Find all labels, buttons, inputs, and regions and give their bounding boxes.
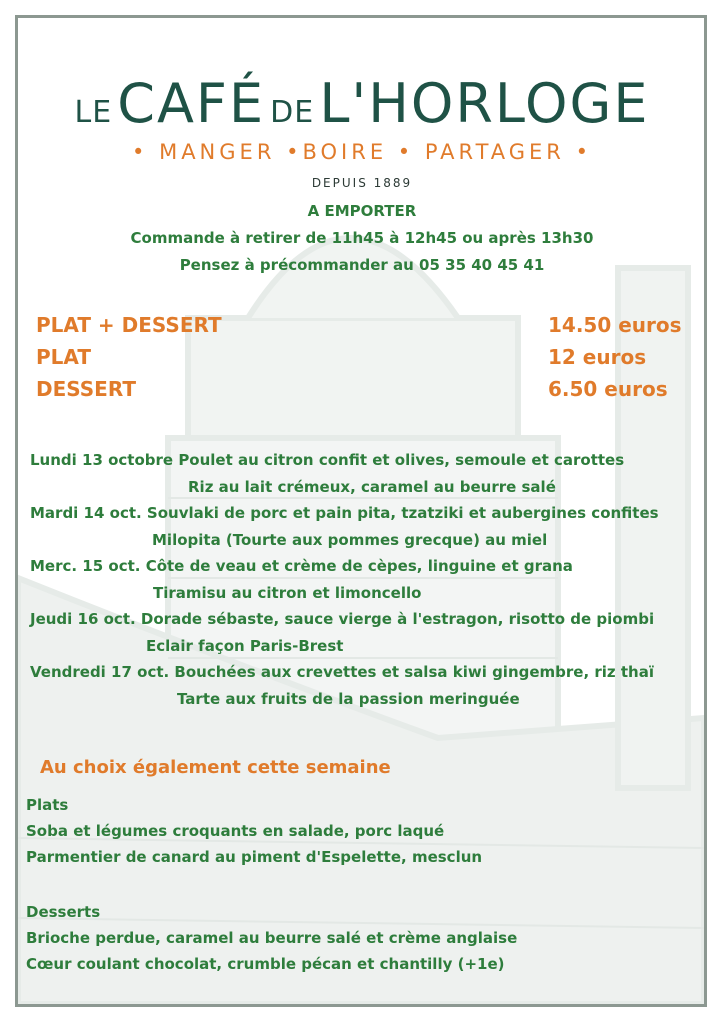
price-label: PLAT + DESSERT	[36, 313, 222, 337]
price-value: 6.50 euros	[548, 377, 668, 401]
logo-horloge: L'HORLOGE	[319, 72, 650, 135]
pickup-hours: Commande à retirer de 11h45 à 12h45 ou après 13h30	[130, 229, 594, 247]
plat-item: Parmentier de canard au piment d'Espelette, mesclun	[26, 848, 483, 866]
plats-heading: Plats	[26, 796, 69, 814]
day-main-tuesday: Mardi 14 oct. Souvlaki de porc et pain pita, tzatziki et aubergines confites	[30, 504, 659, 522]
takeaway-title: A EMPORTER	[307, 202, 417, 220]
logo-le: LE	[74, 95, 113, 130]
logo-cafe: CAFÉ	[117, 72, 266, 135]
day-dessert-friday: Tarte aux fruits de la passion meringuée	[177, 690, 520, 708]
dessert-item: Cœur coulant chocolat, crumble pécan et chantilly (+1e)	[26, 955, 505, 973]
plat-item: Soba et légumes croquants en salade, porc laqué	[26, 822, 445, 840]
price-value: 12 euros	[548, 345, 647, 369]
logo-de: DE	[270, 95, 315, 130]
alternatives-title: Au choix également cette semaine	[40, 757, 391, 778]
day-dessert-wednesday: Tiramisu au citron et limoncello	[153, 584, 422, 602]
tagline: • MANGER •BOIRE • PARTAGER •	[132, 140, 592, 164]
price-label: DESSERT	[36, 377, 136, 401]
day-main-thursday: Jeudi 16 oct. Dorade sébaste, sauce vierge à l'estragon, risotto de piombi	[30, 610, 655, 628]
day-main-monday: Lundi 13 octobre Poulet au citron confit et olives, semoule et carottes	[30, 451, 625, 469]
price-label: PLAT	[36, 345, 91, 369]
since-year: DEPUIS 1889	[311, 176, 413, 190]
cafe-logo	[0, 72, 724, 135]
day-dessert-tuesday: Milopita (Tourte aux pommes grecque) au miel	[152, 531, 548, 549]
preorder-phone: Pensez à précommander au 05 35 40 45 41	[179, 256, 545, 274]
day-main-wednesday: Merc. 15 oct. Côte de veau et crème de cèpes, linguine et grana	[30, 557, 573, 575]
desserts-heading: Desserts	[26, 903, 101, 921]
day-dessert-thursday: Eclair façon Paris-Brest	[146, 637, 344, 655]
dessert-item: Brioche perdue, caramel au beurre salé et crème anglaise	[26, 929, 518, 947]
day-dessert-monday: Riz au lait crémeux, caramel au beurre salé	[188, 478, 556, 496]
day-main-friday: Vendredi 17 oct. Bouchées aux crevettes et salsa kiwi gingembre, riz thaï	[30, 663, 654, 681]
price-value: 14.50 euros	[548, 313, 682, 337]
